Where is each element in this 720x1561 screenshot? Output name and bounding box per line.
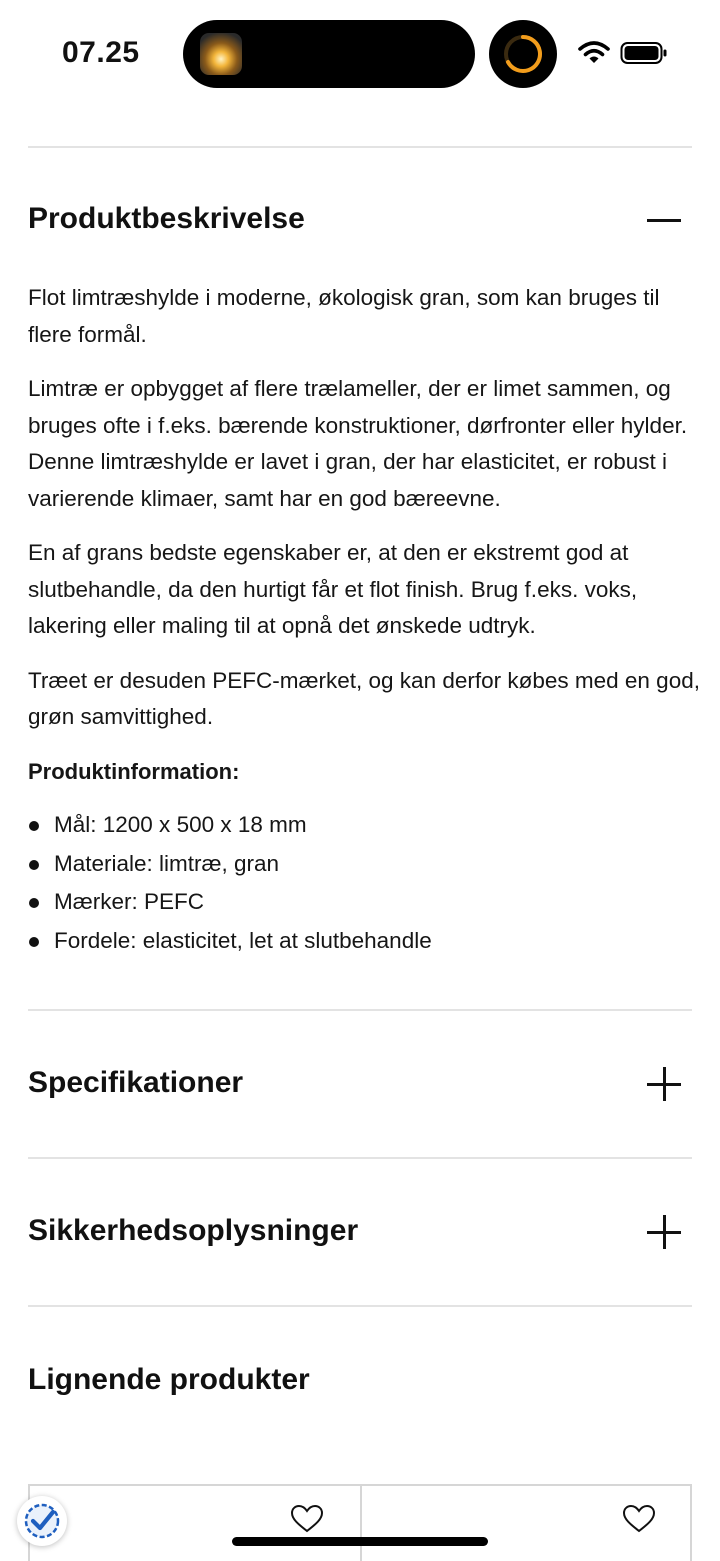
product-info-item: Mærker: PEFC [28, 883, 700, 922]
divider [28, 1157, 692, 1159]
description-paragraph: En af grans bedste egenskaber er, at den er ekstremt god at slutbehandle, da den hurtigt får et flot finish. Brug f.eks. voks, lakering eller maling til at opnå det ønskede udtryk. [28, 540, 638, 638]
favorite-heart-icon[interactable] [290, 1504, 324, 1534]
status-bar [0, 0, 720, 106]
product-info-list [28, 806, 700, 960]
description-paragraph: Flot limtræshylde i moderne, økologisk gran, som kan bruges til flere formål. [28, 285, 660, 347]
description-paragraph: Limtræ er opbygget af flere trælameller, der er limet sammen, og bruges ofte i f.eks. bærende konstruktioner, dørfronter eller hylder. Denne limtræshylde er lavet i gran, der har elasticitet, er robust i varierende klimaer, samt har en god bæreevne. [28, 376, 688, 511]
description-paragraph: Træet er desuden PEFC-mærket, og kan derfor købes med en god, grøn samvittighed. [28, 667, 700, 729]
collapse-minus-icon[interactable] [643, 199, 685, 241]
divider [28, 146, 692, 148]
divider [28, 1305, 692, 1307]
product-info-item: Mål: 1200 x 500 x 18 mm [28, 806, 700, 845]
description-section-title[interactable]: Produktbeskrivelse [28, 202, 305, 235]
home-indicator[interactable] [232, 1537, 488, 1546]
product-info-heading: Produktinformation: [28, 758, 240, 784]
status-time: 07.25 [62, 36, 140, 69]
product-description [28, 280, 700, 960]
expand-plus-icon[interactable] [643, 1063, 685, 1105]
product-info-item: Fordele: elasticitet, let at slutbehandle [28, 922, 700, 961]
favorite-heart-icon[interactable] [622, 1504, 656, 1534]
card-separator [360, 1486, 362, 1561]
trust-badge-icon[interactable] [17, 1496, 67, 1546]
divider [28, 1009, 692, 1011]
product-info-item: Materiale: limtræ, gran [28, 845, 700, 884]
similar-products-cards [28, 1484, 692, 1561]
safety-section-title[interactable]: Sikkerhedsoplysninger [28, 1214, 359, 1247]
battery-icon [620, 41, 668, 65]
similar-products-title: Lignende produkter [28, 1363, 310, 1396]
timer-icon[interactable] [489, 20, 557, 88]
specifications-section-title[interactable]: Specifikationer [28, 1066, 244, 1099]
expand-plus-icon[interactable] [643, 1211, 685, 1253]
wifi-icon [578, 40, 610, 66]
dynamic-island[interactable] [183, 20, 475, 88]
now-playing-thumbnail[interactable] [200, 33, 242, 75]
